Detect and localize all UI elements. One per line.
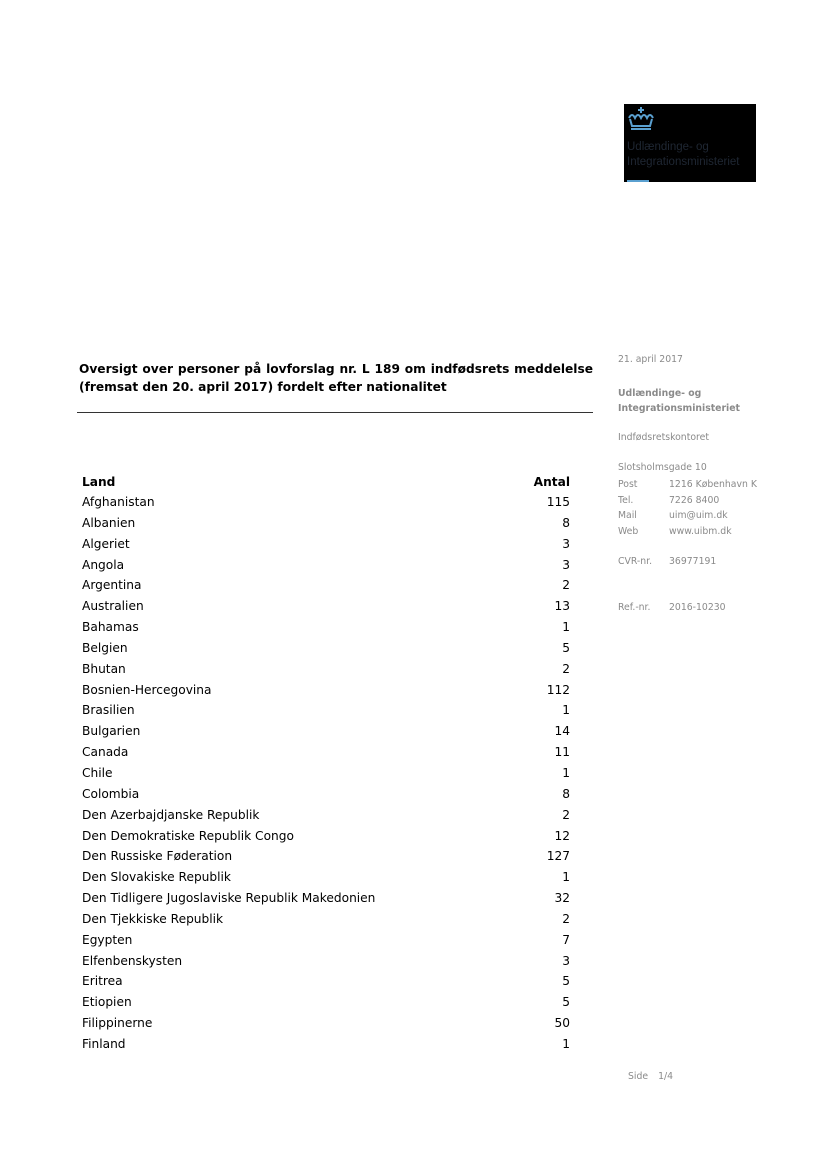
page-label: Side: [628, 1071, 649, 1082]
country-count: 2: [562, 578, 570, 593]
country-count: 1: [562, 703, 570, 718]
table-row: [82, 680, 570, 701]
country-name: Afghanistan: [82, 495, 155, 509]
country-name: Bhutan: [82, 661, 126, 676]
country-count: 5: [562, 974, 570, 989]
table-row: [82, 930, 570, 951]
table-row: [82, 971, 570, 992]
ref-label: Ref.-nr.: [618, 602, 651, 613]
table-row: [82, 1034, 570, 1055]
table-row: [82, 1013, 570, 1034]
country-count: 127: [546, 849, 570, 864]
logo-underline: [627, 180, 649, 182]
table-row: [82, 659, 570, 680]
country-count: 50: [554, 1016, 570, 1031]
logo-name-line1: Udlændinge- og: [627, 141, 709, 153]
mail-value[interactable]: uim@uim.dk: [669, 510, 728, 521]
country-count: 12: [554, 828, 570, 843]
country-name: Den Russiske Føderation: [82, 849, 233, 864]
country-name: Elfenbenskysten: [82, 953, 183, 968]
tel-label: Tel.: [618, 494, 634, 506]
table-row: [82, 513, 570, 534]
logo-name-line2: Integrationsministeriet: [627, 156, 740, 168]
cvr-row: [618, 554, 716, 570]
cvr-label: CVR-nr.: [618, 556, 653, 567]
country-name: Den Azerbajdjanske Republik: [82, 807, 260, 822]
country-count: 1: [562, 1036, 570, 1051]
ministry-name-line2: Integrationsministeriet: [618, 403, 740, 414]
country-count: 11: [554, 745, 570, 760]
table-row: [82, 888, 570, 909]
table-row: [82, 951, 570, 972]
country-name: Albanien: [82, 515, 136, 530]
country-count: 13: [554, 599, 570, 614]
country-name: Bulgarien: [82, 724, 141, 739]
table-row: [82, 742, 570, 763]
table-row: [82, 638, 570, 659]
ref-value: 2016-10230: [669, 602, 726, 613]
cvr-block: [618, 554, 716, 570]
title-divider: [77, 412, 593, 413]
country-name: Egypten: [82, 932, 133, 947]
country-count: 8: [562, 515, 570, 530]
table-row: [82, 846, 570, 867]
post-label: Post: [618, 479, 638, 490]
country-count: 2: [562, 911, 570, 926]
tel-value: 7226 8400: [669, 494, 720, 506]
table-row: [82, 992, 570, 1013]
table-row: [82, 721, 570, 742]
country-count: 1: [562, 765, 570, 780]
web-label: Web: [618, 525, 639, 537]
table-row: [82, 784, 570, 805]
header-antal: Antal: [533, 475, 570, 489]
document-title: Oversigt over personer på lovforslag nr. L 189 om indfødsrets meddelelse (fremsat den 20. april 2017) fordelt efter nationalitet: [79, 362, 593, 394]
web-value[interactable]: www.uibm.dk: [669, 525, 732, 537]
tel-row: [618, 493, 757, 509]
ref-row: [618, 600, 726, 616]
table-row: [82, 534, 570, 555]
country-name: Eritrea: [82, 974, 123, 989]
country-count: 112: [546, 682, 570, 697]
ministry-name: [618, 386, 740, 416]
country-name: Etiopien: [82, 995, 132, 1010]
web-row: [618, 524, 757, 540]
country-name: Bosnien-Hercegovina: [82, 682, 212, 697]
country-name: Australien: [82, 599, 144, 614]
ministry-logo: [624, 104, 756, 182]
country-name: Finland: [82, 1036, 126, 1051]
country-name: Angola: [82, 557, 125, 572]
table-row: [82, 700, 570, 721]
page-number: 1/4: [658, 1071, 674, 1082]
crown-icon: [626, 106, 656, 132]
logo-name: [627, 140, 740, 170]
country-name: Filippinerne: [82, 1016, 153, 1031]
office-name: Indfødsretskontoret: [618, 432, 710, 443]
country-count: 2: [562, 661, 570, 676]
country-count: 5: [562, 995, 570, 1010]
country-name: Canada: [82, 745, 129, 760]
page-footer: [628, 1071, 683, 1082]
table-row: [82, 492, 570, 513]
country-name: Argentina: [82, 578, 142, 593]
country-count: 8: [562, 786, 570, 801]
country-count: 32: [554, 891, 570, 906]
table-row: [82, 555, 570, 576]
country-name: Den Tidligere Jugoslaviske Republik Makedonien: [82, 891, 376, 906]
country-count: 2: [562, 807, 570, 822]
country-count: 5: [562, 640, 570, 655]
table-row: [82, 617, 570, 638]
ministry-name-line1: Udlændinge- og: [618, 388, 702, 399]
table-row: [82, 867, 570, 888]
table-header-row: [82, 472, 570, 492]
country-count: 3: [562, 536, 570, 551]
table-row: [82, 805, 570, 826]
table-row: [82, 826, 570, 847]
address: Slotsholmsgade 10: [618, 462, 707, 473]
country-name: Colombia: [82, 786, 140, 801]
table-row: [82, 763, 570, 784]
country-name: Brasilien: [82, 703, 135, 718]
country-count: 3: [562, 953, 570, 968]
nationality-table: [82, 472, 570, 1055]
country-count: 14: [554, 724, 570, 739]
country-name: Chile: [82, 765, 113, 780]
ref-block: [618, 600, 726, 616]
header-land: Land: [82, 475, 116, 489]
document-date: 21. april 2017: [618, 354, 683, 365]
cvr-value: 36977191: [669, 556, 717, 567]
country-count: 7: [562, 932, 570, 947]
post-value: 1216 København K: [669, 479, 757, 490]
country-count: 1: [562, 620, 570, 635]
contact-block: [618, 477, 757, 539]
mail-label: Mail: [618, 510, 637, 521]
table-row: [82, 575, 570, 596]
table-row: [82, 909, 570, 930]
country-count: 3: [562, 557, 570, 572]
country-name: Den Slovakiske Republik: [82, 870, 231, 885]
country-count: 1: [562, 870, 570, 885]
country-name: Algeriet: [82, 536, 130, 551]
table-body: [82, 492, 570, 1055]
table-row: [82, 596, 570, 617]
mail-row: [618, 508, 757, 524]
country-name: Belgien: [82, 640, 128, 655]
country-name: Den Demokratiske Republik Congo: [82, 828, 294, 843]
country-name: Den Tjekkiske Republik: [82, 911, 224, 926]
post-row: [618, 477, 757, 493]
country-count: 115: [546, 495, 570, 509]
country-name: Bahamas: [82, 620, 139, 635]
